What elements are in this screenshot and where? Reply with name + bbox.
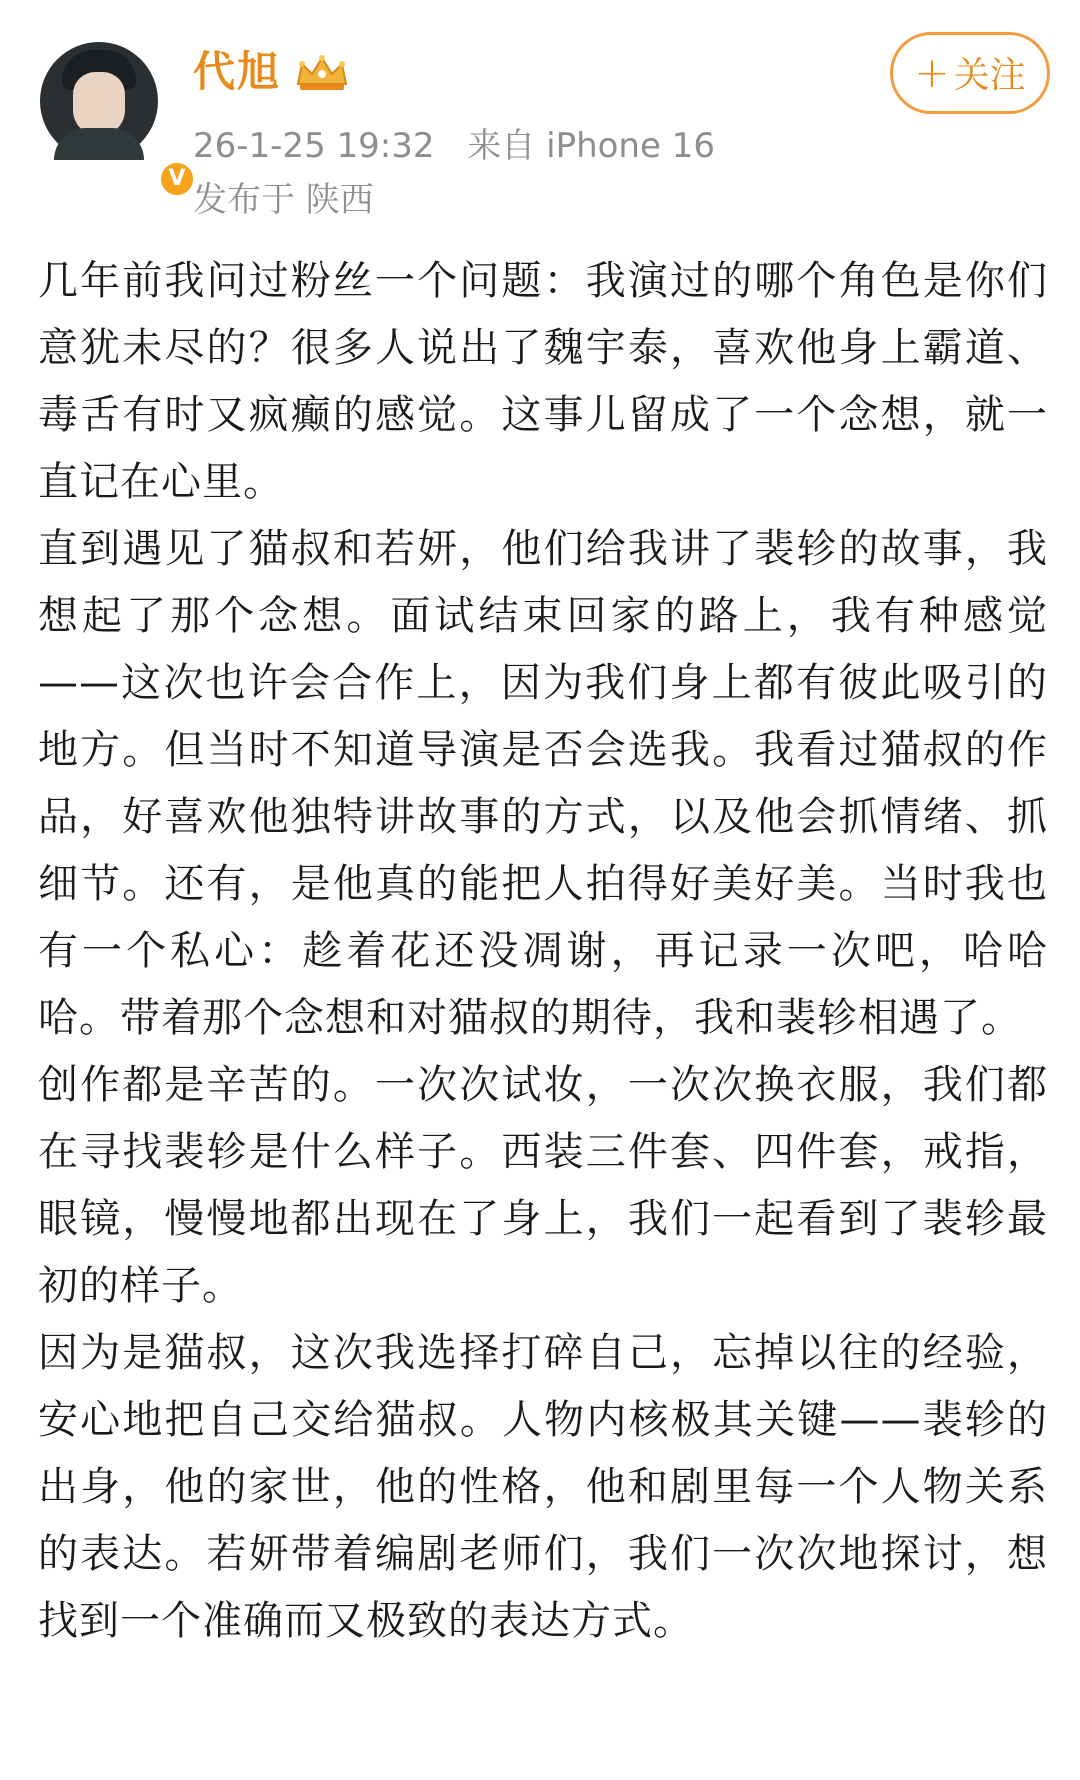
post-paragraph: 直到遇见了猫叔和若妍，他们给我讲了裴轸的故事，我想起了那个念想。面试结束回家的路上，我有种感觉——这次也许会合作上，因为我们身上都有彼此吸引的地方。但当时不知道导演是否会选我。我看过猫叔的作品，好喜欢他独特讲故事的方式，以及他会抓情绪、抓细节。还有，是他真的能把人拍得好美好美。当时我也有一个私心：趁着花还没凋谢，再记录一次吧，哈哈哈。带着那个念想和对猫叔的期待，我和裴轸相遇了。 [38, 526, 1048, 1041]
plus-icon: + [914, 48, 950, 97]
post-paragraph: 几年前我问过粉丝一个问题：我演过的哪个角色是你们意犹未尽的？很多人说出了魏宇泰，喜欢他身上霸道、毒舌有时又疯癫的感觉。这事儿留成了一个念想，就一直记在心里。 [38, 258, 1048, 505]
post-paragraph: 创作都是辛苦的。一次次试妆，一次次换衣服，我们都在寻找裴轸是什么样子。西装三件套、四件套，戒指，眼镜，慢慢地都出现在了身上，我们一起看到了裴轸最初的样子。 [38, 1062, 1048, 1309]
post-location: 发布于 陕西 [193, 180, 374, 220]
avatar-face [73, 72, 125, 136]
follow-label: 关注 [953, 55, 1026, 96]
post-timestamp: 26-1-25 19:32 [193, 126, 435, 166]
author-name[interactable]: 代旭 [193, 47, 282, 96]
verified-v-icon: V [158, 160, 196, 198]
author-avatar[interactable] [40, 42, 186, 191]
post-body [38, 248, 1048, 1655]
post-source: 来自 iPhone 16 [467, 126, 715, 166]
avatar-shirt [54, 128, 144, 160]
follow-button[interactable] [890, 32, 1050, 114]
post-paragraph: 因为是猫叔，这次我选择打碎自己，忘掉以往的经验，安心地把自己交给猫叔。人物内核极其关键——裴轸的出身，他的家世，他的性格，他和剧里每一个人物关系的表达。若妍带着编剧老师们，我们一次次地探讨，想找到一个准确而又极致的表达方式。 [38, 1330, 1048, 1644]
crown-icon [292, 54, 352, 94]
post-header [0, 0, 1080, 230]
post-meta [193, 124, 737, 168]
